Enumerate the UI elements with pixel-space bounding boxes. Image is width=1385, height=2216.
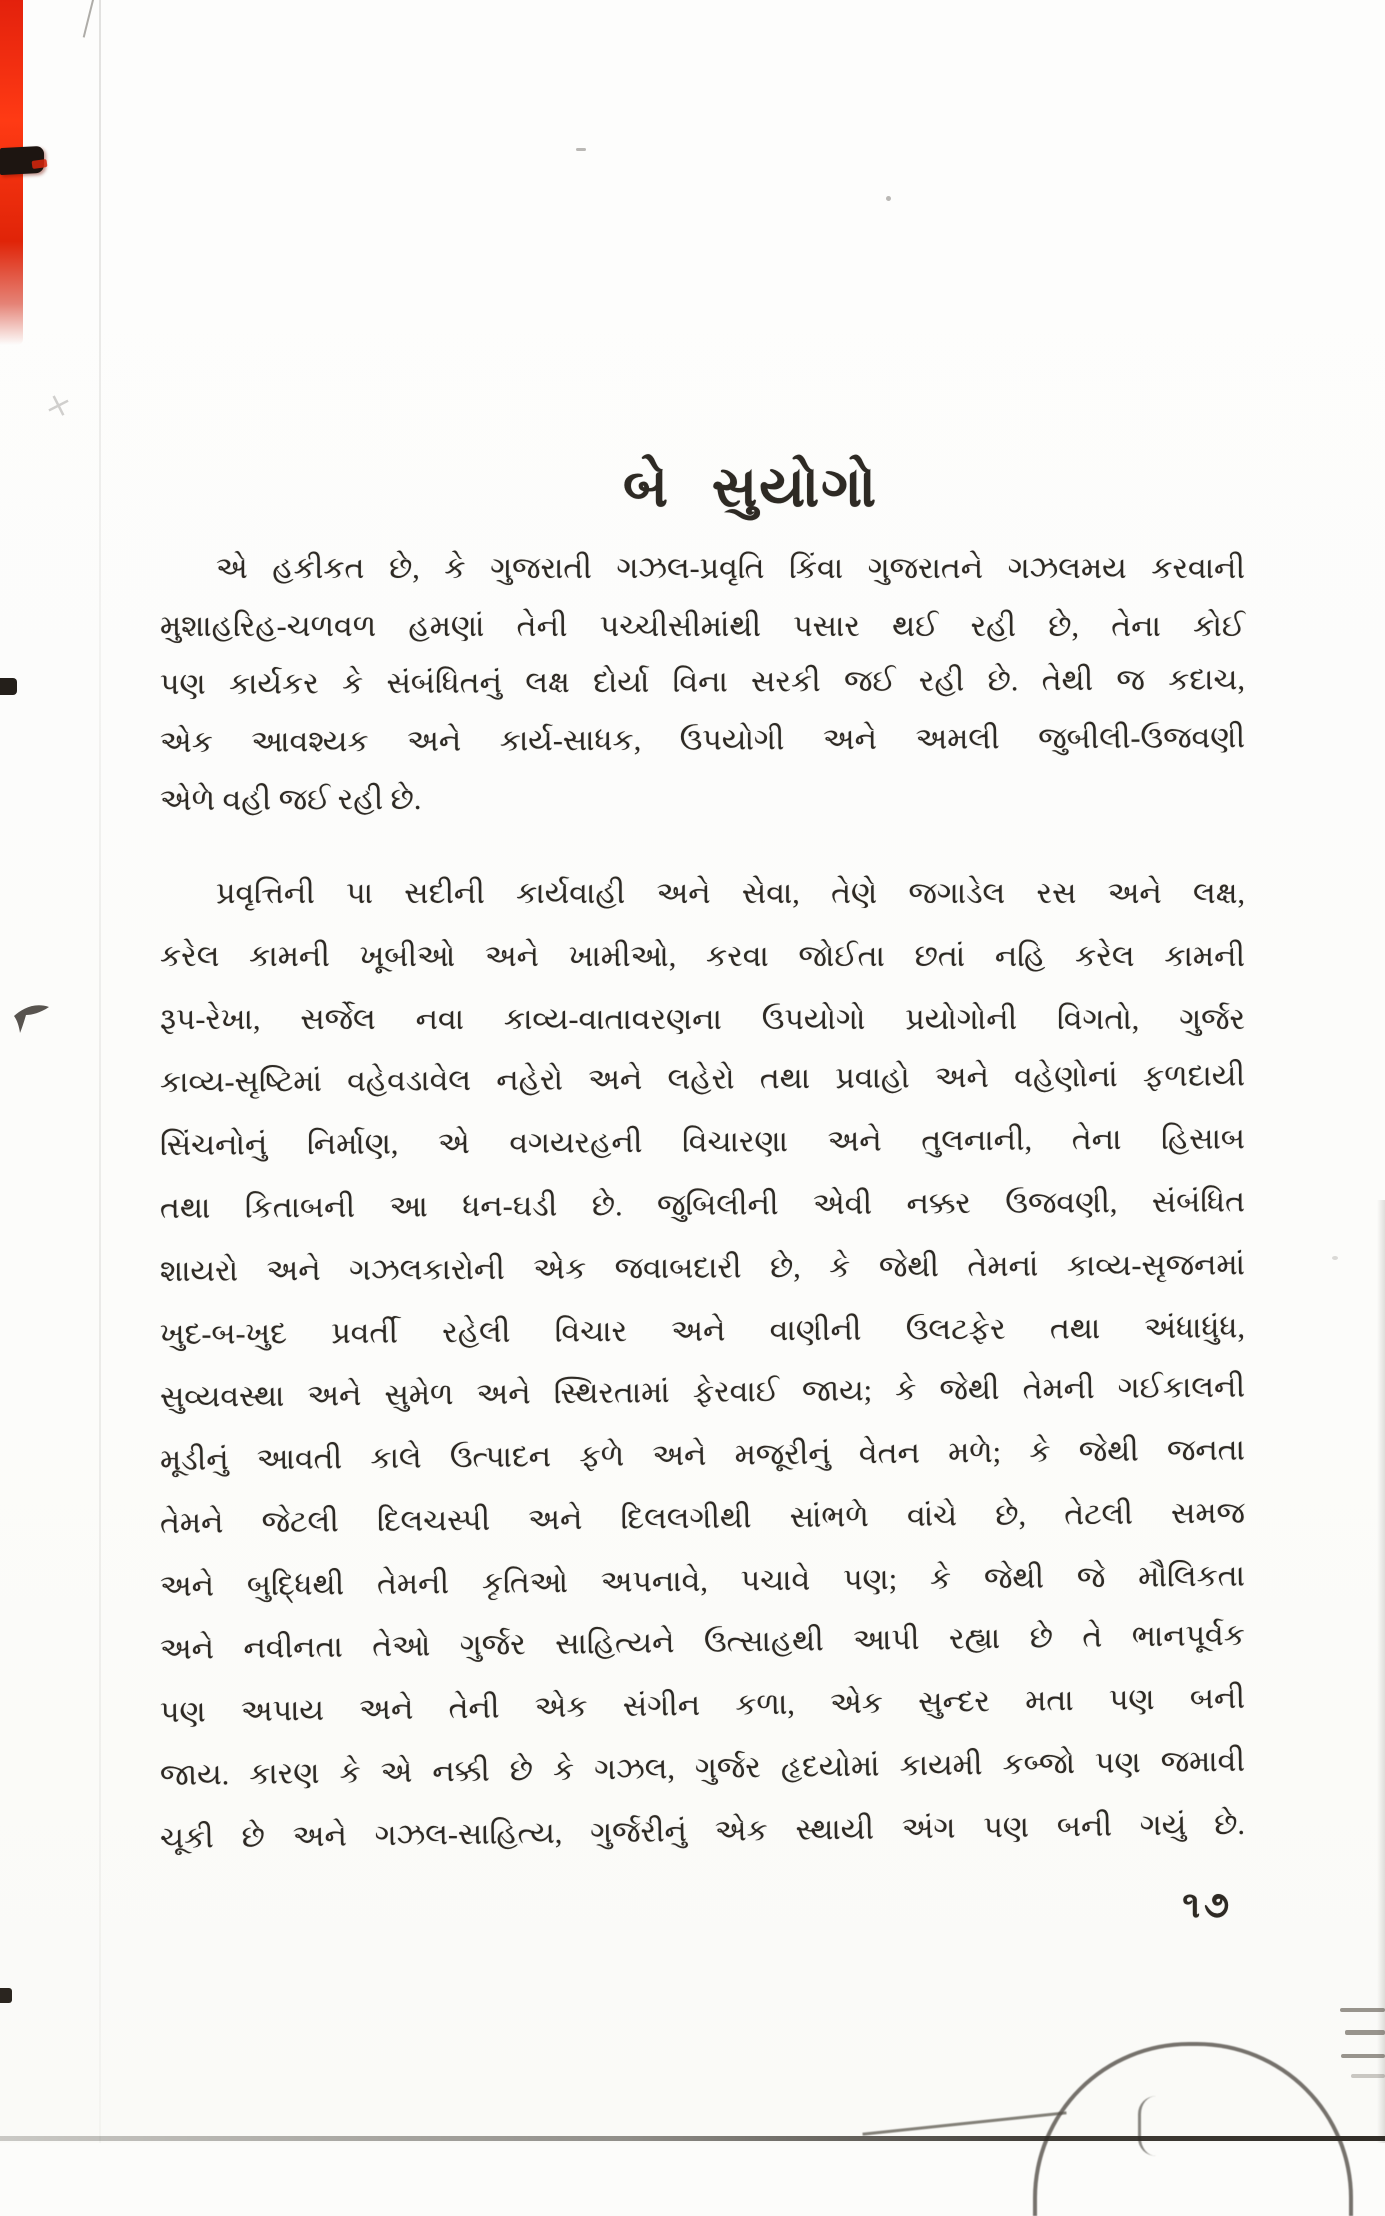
text-line: જાય. કારણ કે એ નક્કી છે કે ગઝલ, ગુર્જર હૃદયોમાં કાયમી કબ્જો પણ જમાવી [159, 1744, 1246, 1792]
x-pencil-mark: × [41, 384, 76, 427]
text-line: પણ કાર્યકર કે સંબંધિતનું લક્ષ દોર્યા વિના સરકી જઈ રહી છે. તેથી જ કદાચ, [159, 663, 1246, 701]
text-line: સુવ્યવસ્થા અને સુમેળ અને સ્થિરતામાં ફેરવાઈ જાય; કે જેથી તેમની ગઈકાલની [159, 1370, 1246, 1414]
black-dash-mark-bottom [0, 1988, 12, 2003]
ink-speck [1332, 1256, 1338, 1260]
paragraph-two [160, 862, 1245, 1870]
scan-bottom-edge-line [0, 2136, 1385, 2141]
text-line: કાવ્ય-સૃષ્ટિમાં વહેવડાવેલ નહેરો અને લહેરો તથા પ્રવાહો અને વહેણોનાં ફળદાયી [159, 1059, 1246, 1099]
ink-speck [576, 148, 586, 151]
page-edge-line [1345, 2030, 1385, 2035]
text-line: ચૂકી છે અને ગઝલ-સાહિત્ય, ગુર્જરીનું એક સ્થાયી અંગ પણ બની ગયું છે. [159, 1807, 1246, 1855]
text-line: તથા કિતાબની આ ધન-ઘડી છે. જુબિલીની એવી નક્કર ઉજવણી, સંબંધિત [159, 1185, 1246, 1225]
text-line: મૂડીનું આવતી કાલે ઉત્પાદન ફળે અને મજૂરીનું વેતન મળે; કે જેથી જનતા [159, 1433, 1246, 1477]
text-line: શાયરો અને ગઝલકારોની એક જવાબદારી છે, કે જેથી તેમનાં કાવ્ય-સૃજનમાં [159, 1248, 1246, 1288]
page-edge-line [1341, 2054, 1385, 2058]
paper-crease-line [99, 0, 101, 2143]
page-title: બે સુયોગો [622, 456, 879, 519]
page-edge-line [1351, 2074, 1385, 2078]
text-line: પણ અપાય અને તેની એક સંગીન કળા, એક સુન્દર મતા પણ બની [159, 1681, 1246, 1729]
text-line: સિંચનોનું નિર્માણ, એ વગયરહની વિચારણા અને તુલનાની, તેના હિસાબ [159, 1122, 1246, 1162]
text-line: અને નવીનતા તેઓ ગુર્જર સાહિત્યને ઉત્સાહથી આપી રહ્યા છે તે ભાનપૂર્વક [159, 1618, 1246, 1666]
text-line: એ હકીકત છે, કે ગુજરાતી ગઝલ-પ્રવૃતિ કિંવા ગુજરાતને ગઝલમય કરવાની [216, 552, 1245, 585]
text-line: એળે વહી જઈ રહી છે. [159, 782, 422, 817]
text-line: તેમને જેટલી દિલચસ્પી અને દિલલગીથી સાંભળે વાંચે છે, તેટલી સમજ [159, 1496, 1246, 1540]
text-line: ખુદ-બ-ખુદ પ્રવર્તી રહેલી વિચાર અને વાણીની ઉલટફેર તથા અંધાધુંધ, [159, 1311, 1246, 1351]
text-line: એક આવશ્યક અને કાર્ય-સાધક, ઉપયોગી અને અમલી જુબીલી-ઉજવણી [159, 721, 1246, 759]
stray-check-mark-icon [13, 1000, 51, 1047]
text-line: મુશાહરિહ-ચળવળ હમણાં તેની પચ્ચીસીમાંથી પસાર થઈ રહી છે, તેના કોઈ [160, 610, 1245, 643]
paragraph-one [160, 540, 1245, 830]
text-line: રૂપ-રેખા, સર્જેલ નવા કાવ્ય-વાતાવરણના ઉપયોગો પ્રયોગોની વિગતો, ગુર્જર [160, 1003, 1245, 1036]
book-spine-inner-curve [1138, 2096, 1167, 2156]
page-edge-line [1340, 2008, 1385, 2012]
ink-speck [886, 196, 891, 201]
page-number: ૧૭ [1182, 1885, 1233, 1925]
text-line: કરેલ કામની ખૂબીઓ અને ખામીઓ, કરવા જોઈતા છતાં નહિ કરેલ કામની [160, 940, 1245, 973]
black-dash-mark-middle [0, 678, 17, 695]
text-line: અને બુદ્ધિથી તેમની કૃતિઓ અપનાવે, પચાવે પણ; કે જેથી જે મૌલિકતા [159, 1559, 1246, 1603]
text-line: પ્રવૃત્તિની પા સદીની કાર્યવાહી અને સેવા, તેણે જગાડેલ રસ અને લક્ષ, [216, 877, 1245, 910]
page-edge-lines [1340, 2002, 1385, 2092]
